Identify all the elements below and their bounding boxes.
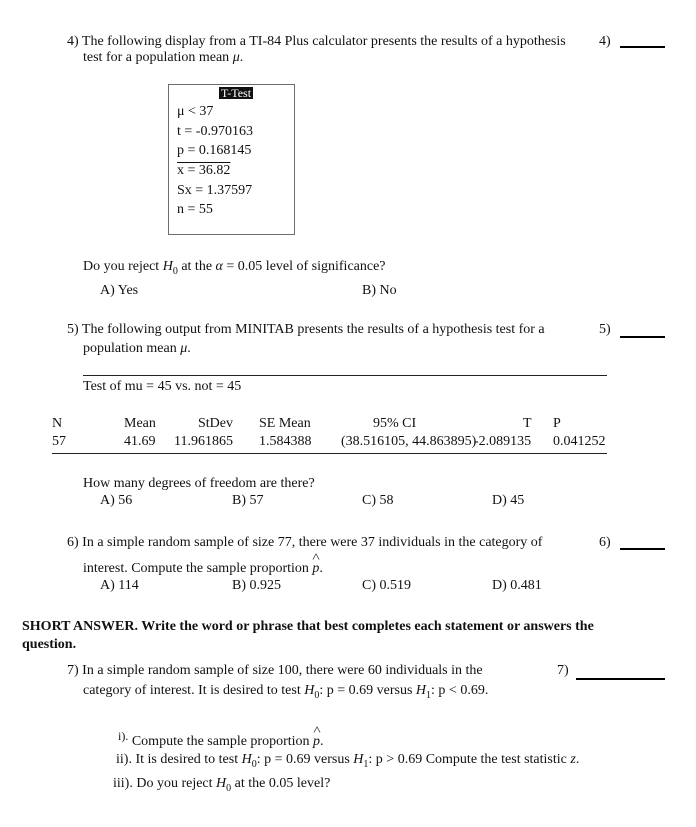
header-stdev: StDev [198,416,233,431]
header-se-mean: SE Mean [259,416,311,431]
q7-answer-blank[interactable] [576,678,665,680]
section-heading-line1: SHORT ANSWER. Write the word or phrase that best completes each statement or answers the [22,619,594,634]
header-t: T [523,416,532,431]
q4-line2-suffix: . [239,50,244,65]
calc-line-p [177,142,251,159]
q4-prompt-prefix: Do you reject [83,259,163,274]
q6-answer-label: 6) [599,535,611,550]
q7-text-line2 [83,682,488,700]
mu-symbol: μ [232,50,240,65]
q4-prompt [83,258,386,276]
h1-symbol: H [415,683,427,698]
cell-t: -2.089135 [474,434,532,449]
mu-symbol: μ [180,341,188,356]
h1-subscript: 1 [363,759,369,770]
calculator-display [168,84,295,235]
header-p: P [553,416,561,431]
calc-line-t: t = -0.970163 [177,124,253,139]
q7-part-ii [116,751,579,769]
part-iii-prefix: Do you reject [132,776,217,791]
h0-symbol: H [304,683,315,698]
minitab-bottom-rule [52,453,607,454]
part-i-suffix: . [320,734,324,749]
calc-line-xbar [177,162,230,179]
alpha-symbol: α [215,259,223,274]
q6-text-line1: 6) In a simple random sample of size 77, there were 37 individuals in the category of [67,535,543,550]
p-hat-symbol: ^ p [313,733,320,750]
header-mean: Mean [124,416,156,431]
part-iii-label: iii). [113,776,133,791]
q4-answer-label: 4) [599,34,611,49]
q6-line2-text: interest. Compute the sample proportion [83,561,313,576]
h0-text: : p = 0.69 versus [256,752,354,767]
header-ci: 95% CI [373,416,417,431]
part-i-text: Compute the sample proportion [128,734,314,749]
h0-subscript: 0 [226,783,232,794]
q6-text-line2 [83,560,323,577]
h0-subscript: 0 [314,690,320,701]
h1-text: : p < 0.69. [431,683,489,698]
h-symbol: H [162,259,173,274]
q7-line2-text: category of interest. It is desired to test [83,683,305,698]
q4-line2-text: test for a population mean [83,50,233,65]
q5-prompt: How many degrees of freedom are there? [83,476,315,491]
q5-choice-c[interactable]: C) 58 [362,493,394,508]
q6-choice-d[interactable]: D) 0.481 [492,578,542,593]
calculator-title: T-Test [221,86,252,100]
q7-text-line1: 7) In a simple random sample of size 100, there were 60 individuals in the [67,663,483,678]
q7-part-iii [113,775,330,793]
part-ii-suffix: . [575,752,580,767]
calc-line-sx: Sx = 1.37597 [177,183,253,198]
q4-prompt-suffix: = 0.05 level of significance? [222,259,386,274]
q5-text-line1: 5) The following output from MINITAB presents the results of a hypothesis test for a [67,322,545,337]
q6-choice-a[interactable]: A) 114 [100,578,139,593]
h1-text: : p > 0.69 Compute the test statistic [368,752,571,767]
calc-line-xbar-text: x = 36.82 [177,163,231,178]
header-n: N [52,416,63,431]
section-heading-line2: question. [22,637,77,652]
q6-choice-c[interactable]: C) 0.519 [362,578,411,593]
q4-prompt-mid: at the [177,259,216,274]
h0-symbol: H [216,776,227,791]
q4-choice-b[interactable]: B) No [362,283,397,298]
q5-choice-d[interactable]: D) 45 [492,493,525,508]
q5-line2-text: population mean [83,341,181,356]
calc-line-hypothesis: μ < 37 [177,104,214,119]
h1-symbol: H [353,752,364,767]
h-subscript: 0 [172,266,178,277]
part-ii-label: ii). [116,752,132,767]
cell-n: 57 [52,434,66,449]
h0-text: : p = 0.69 versus [319,683,416,698]
q4-answer-blank[interactable] [620,46,665,48]
q5-answer-blank[interactable] [620,336,665,338]
q7-answer-label: 7) [557,663,569,678]
part-iii-suffix: at the 0.05 level? [231,776,331,791]
cell-se-mean: 1.584388 [259,434,312,449]
p-hat-symbol: ^ p [312,560,319,577]
z-symbol: z [570,752,576,767]
h0-subscript: 0 [251,759,257,770]
q5-text-line2 [83,340,191,357]
minitab-test-line: Test of mu = 45 vs. not = 45 [83,379,242,394]
q6-choice-b[interactable]: B) 0.925 [232,578,281,593]
q4-text-line2 [83,49,243,66]
part-i-label: i). [118,729,129,743]
cell-p: 0.041252 [553,434,606,449]
cell-stdev: 11.961865 [174,434,233,449]
q5-line2-suffix: . [187,341,191,356]
minitab-top-rule [83,375,607,376]
cell-ci: (38.516105, 44.863895) [341,434,477,449]
q6-line2-suffix: . [319,561,323,576]
h1-subscript: 1 [426,690,432,701]
q5-answer-label: 5) [599,322,611,337]
calc-line-n: n = 55 [177,202,213,217]
q7-part-i [118,729,324,750]
q5-choice-b[interactable]: B) 57 [232,493,264,508]
q4-choice-a[interactable]: A) Yes [100,283,139,298]
part-ii-prefix: It is desired to test [131,752,242,767]
h0-symbol: H [241,752,252,767]
cell-mean: 41.69 [124,434,156,449]
q4-text-line1: 4) The following display from a TI-84 Plus calculator presents the results of a hypothesis [67,34,566,49]
q6-answer-blank[interactable] [620,548,665,550]
q5-choice-a[interactable]: A) 56 [100,493,133,508]
calc-line-p-text: p = 0.168145 [177,143,252,158]
